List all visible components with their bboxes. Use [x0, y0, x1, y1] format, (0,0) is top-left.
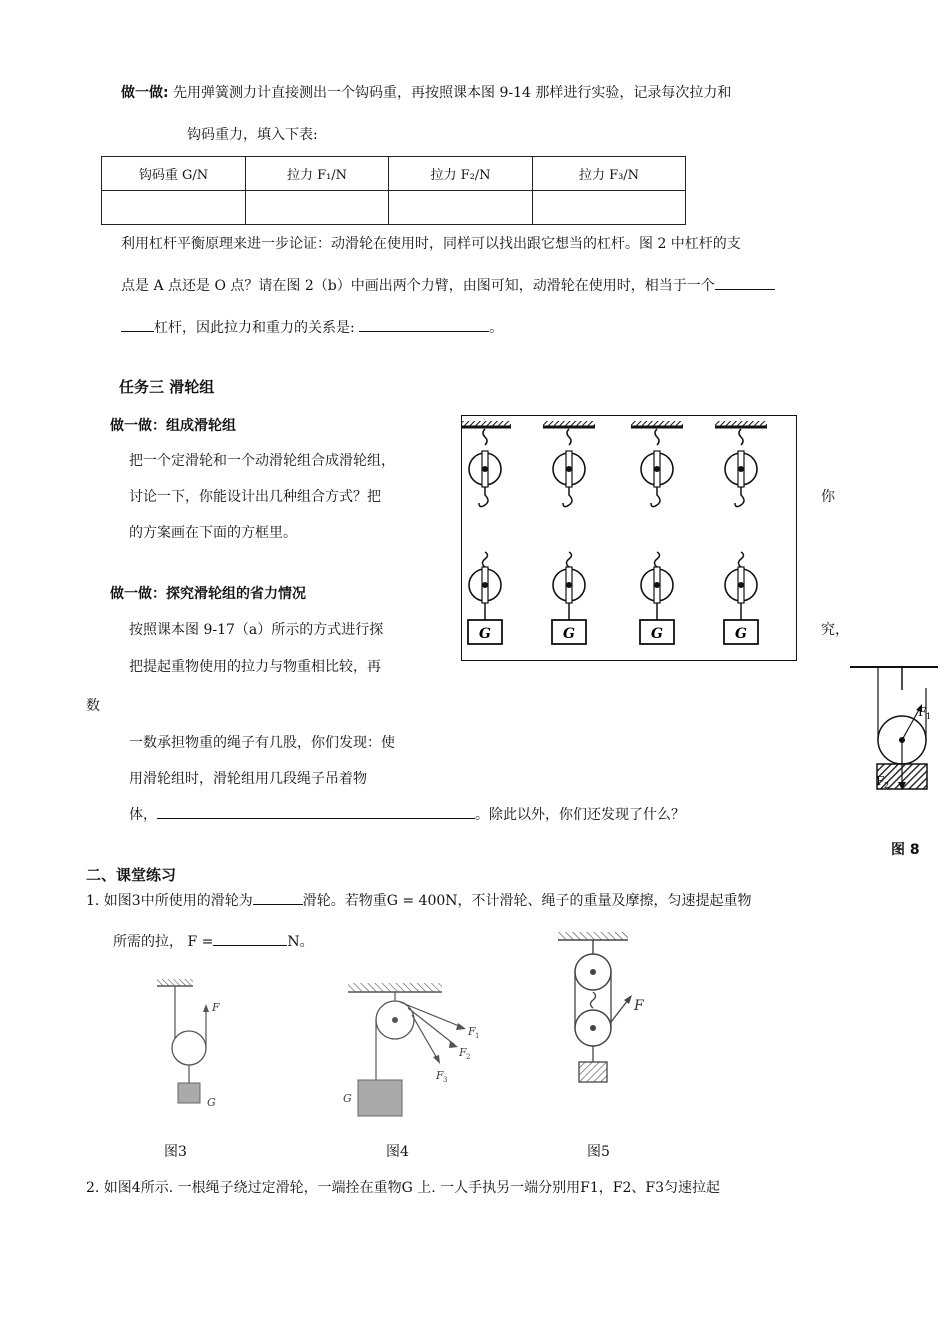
- pulley-grid-diagram: [461, 415, 797, 661]
- paragraph-line: 的方案画在下面的方框里。: [129, 525, 297, 541]
- table-header: 拉力 F₂/N: [389, 157, 533, 191]
- answer-blank[interactable]: [359, 317, 489, 332]
- weight-block-4: [724, 620, 758, 644]
- figure-3-caption: 图3: [164, 1144, 187, 1160]
- figure-3-diagram: [152, 975, 242, 1120]
- force-arrow: [611, 1000, 628, 1022]
- f1-label: F: [468, 1025, 476, 1038]
- lever-line-2: [121, 275, 775, 295]
- paragraph-text: 体，: [129, 807, 157, 823]
- f2-label: F: [876, 774, 885, 788]
- lever-line-3: [121, 317, 503, 337]
- question-1-line-2: [113, 931, 314, 951]
- section-heading: 做一做:: [121, 85, 169, 101]
- figure-8-pulley: [846, 660, 946, 800]
- paragraph-line: 用滑轮组时，滑轮组用几段绳子吊着物: [129, 771, 367, 787]
- weight-label: G: [651, 626, 663, 642]
- fixed-pulley-3: [631, 421, 683, 507]
- weight-label: G: [563, 626, 575, 642]
- f1-label: F: [918, 705, 927, 719]
- lever-text: 杠杆，因此拉力和重力的关系是:: [154, 320, 355, 336]
- sub-heading: 做一做：组成滑轮组: [110, 418, 236, 434]
- force-label: F: [212, 1001, 220, 1014]
- weight-block: [579, 1062, 607, 1082]
- paragraph-line: [129, 804, 685, 824]
- movable-pulley-2: [553, 552, 585, 620]
- force-label: F: [634, 998, 644, 1014]
- instruction-paragraph: [121, 82, 731, 102]
- f1-subscript: 1: [475, 1032, 480, 1040]
- f1-subscript: 1: [926, 712, 932, 721]
- record-table: [101, 156, 686, 225]
- instruction-line-2: 钩码重力，填入下表:: [187, 127, 318, 143]
- table-header: 钩码重 G/N: [102, 157, 246, 191]
- fixed-pulley-4: [715, 421, 767, 507]
- paragraph-fragment: 究，: [821, 622, 849, 638]
- answer-blank[interactable]: [715, 275, 775, 290]
- weight-block-1: [468, 620, 502, 644]
- question-1-line-1: [86, 890, 752, 910]
- paragraph-fragment: 你: [821, 489, 835, 505]
- f3-label: F: [436, 1069, 444, 1082]
- table-cell[interactable]: [102, 191, 246, 225]
- movable-pulley-3: [641, 552, 673, 620]
- answer-blank[interactable]: [157, 804, 475, 819]
- sub-heading: 做一做：探究滑轮组的省力情况: [110, 586, 306, 602]
- force-f2-arrow: [408, 1008, 455, 1045]
- question-text: 滑轮。若物重G = 400N，不计滑轮、绳子的重量及摩擦，匀速提起重物: [302, 893, 752, 909]
- figure-8-caption: 图 8: [891, 842, 920, 858]
- pulley-wheel: [172, 1031, 206, 1065]
- practice-title: 二、课堂练习: [86, 866, 177, 884]
- lever-line-1: 利用杠杆平衡原理来进一步论证：动滑轮在使用时，同样可以找出跟它想当的杠杆。图 2 中杠杆的支: [121, 236, 741, 252]
- paragraph-fragment: 数: [86, 698, 100, 714]
- figure-4-diagram: [338, 975, 498, 1120]
- weight-label: G: [479, 626, 491, 642]
- paragraph-text: 。除此以外，你们还发现了什么？: [475, 807, 685, 823]
- table-row: [102, 191, 686, 225]
- movable-pulley-1: [469, 552, 501, 620]
- figure-5-diagram: [548, 922, 666, 1112]
- weight-label: G: [343, 1092, 352, 1105]
- question-text: N。: [287, 934, 314, 950]
- question-text: 1. 如图3中所使用的滑轮为: [86, 893, 253, 909]
- figure-5-caption: 图5: [587, 1144, 610, 1160]
- figure-4-caption: 图4: [386, 1144, 409, 1160]
- table-cell[interactable]: [246, 191, 389, 225]
- question-text: 所需的拉， F =: [113, 934, 214, 950]
- f2-label: F: [459, 1046, 467, 1059]
- paragraph-line: 把提起重物使用的拉力与物重相比较，再: [129, 659, 381, 675]
- weight-label: G: [207, 1096, 216, 1109]
- instruction-line: 先用弹簧测力计直接测出一个钩码重，再按照课本图 9-14 那样进行实验，记录每次拉力和: [173, 85, 732, 101]
- paragraph-line: 按照课本图 9-17（a）所示的方式进行探: [129, 622, 384, 638]
- question-2-line: 2. 如图4所示. 一根绳子绕过定滑轮，一端拴在重物G 上. 一人手执另一端分别用F1，F2、F3匀速拉起: [86, 1180, 721, 1196]
- lever-text: 点是 A 点还是 O 点？请在图 2（b）中画出两个力臂，由图可知，动滑轮在使用时，相当于一个: [121, 278, 715, 294]
- answer-blank[interactable]: [213, 931, 287, 946]
- f2-subscript: 2: [466, 1053, 471, 1061]
- weight-block-3: [640, 620, 674, 644]
- answer-blank[interactable]: [121, 317, 154, 332]
- paragraph-line: 一数承担物重的绳子有几股，你们发现：使: [129, 735, 395, 751]
- fixed-pulley-2: [543, 421, 595, 507]
- table-header: 拉力 F₁/N: [246, 157, 389, 191]
- f2-subscript: 2: [884, 781, 890, 790]
- movable-pulley-4: [725, 552, 757, 620]
- weight-block-2: [552, 620, 586, 644]
- answer-blank[interactable]: [253, 890, 303, 905]
- lever-text: 。: [489, 320, 504, 336]
- weight-block: [358, 1080, 402, 1116]
- table-header-row: [102, 157, 686, 191]
- table-header: 拉力 F₃/N: [533, 157, 686, 191]
- table-cell[interactable]: [389, 191, 533, 225]
- f3-subscript: 3: [443, 1076, 448, 1084]
- table-cell[interactable]: [533, 191, 686, 225]
- paragraph-line: 讨论一下，你能设计出几种组合方式？把: [129, 489, 381, 505]
- weight-block: [178, 1083, 200, 1103]
- fixed-pulley-1: [461, 421, 511, 507]
- task3-title: 任务三 滑轮组: [119, 378, 215, 396]
- paragraph-line: 把一个定滑轮和一个动滑轮组合成滑轮组，: [129, 453, 395, 469]
- weight-label: G: [735, 626, 747, 642]
